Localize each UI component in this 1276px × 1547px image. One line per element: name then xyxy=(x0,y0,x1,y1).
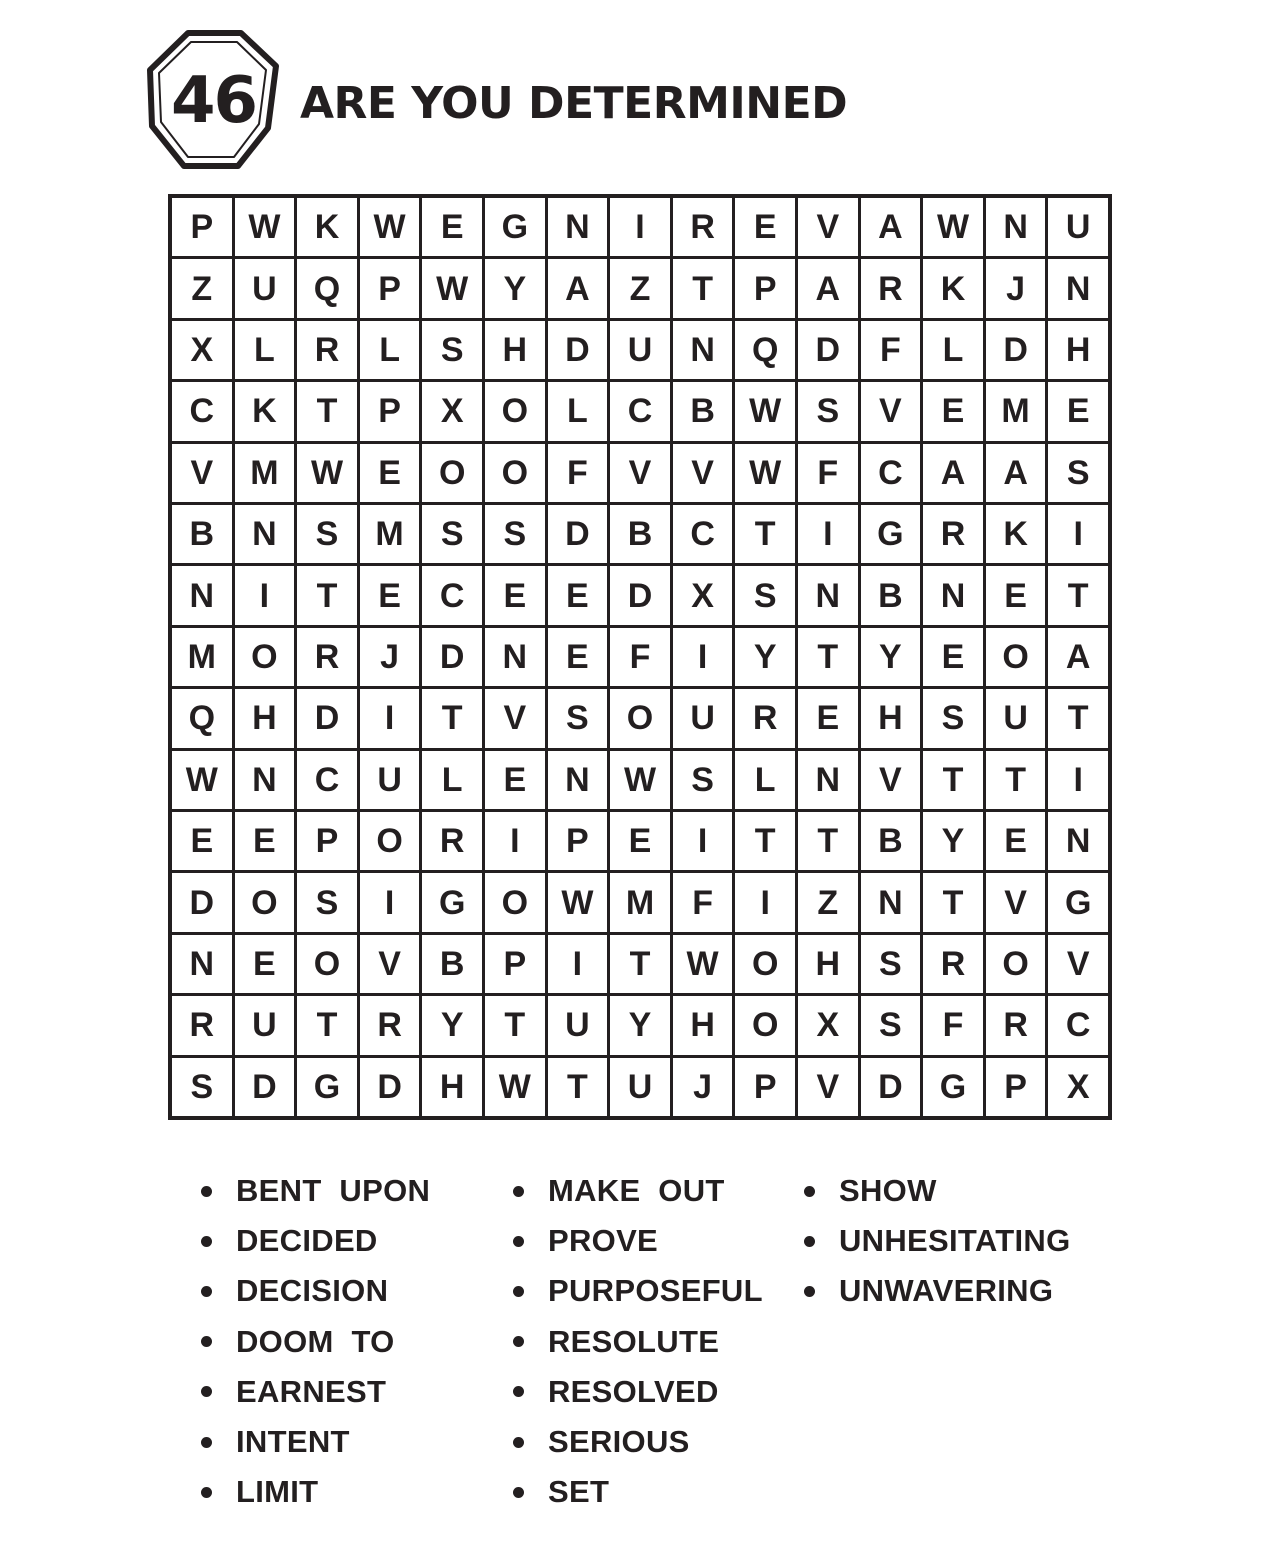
grid-cell[interactable]: F xyxy=(610,628,670,686)
word-label: DECIDED xyxy=(236,1223,378,1259)
grid-cell[interactable]: W xyxy=(235,198,295,256)
grid-cell[interactable]: A xyxy=(923,444,983,502)
word-list-item xyxy=(510,1367,763,1417)
grid-cell[interactable]: Y xyxy=(861,628,921,686)
grid-cell[interactable]: C xyxy=(172,382,232,440)
grid-cell[interactable]: H xyxy=(1048,321,1108,379)
grid-cell[interactable]: D xyxy=(610,566,670,624)
grid-cell[interactable]: O xyxy=(360,812,420,870)
grid-cell[interactable]: Y xyxy=(422,996,482,1054)
word-label: EARNEST xyxy=(236,1373,387,1409)
word-list-item xyxy=(198,1417,430,1467)
grid-cell[interactable]: A xyxy=(798,259,858,317)
grid-cell[interactable]: K xyxy=(297,198,357,256)
grid-cell[interactable]: E xyxy=(485,566,545,624)
grid-cell[interactable]: L xyxy=(548,382,608,440)
word-label: RESOLVED xyxy=(548,1373,719,1409)
grid-cell[interactable]: T xyxy=(548,1058,608,1116)
grid-cell[interactable]: D xyxy=(861,1058,921,1116)
grid-cell[interactable]: P xyxy=(735,1058,795,1116)
grid-cell[interactable]: N xyxy=(923,566,983,624)
bullet-icon xyxy=(513,1437,524,1448)
word-list-item xyxy=(510,1417,763,1467)
grid-cell[interactable]: T xyxy=(798,812,858,870)
grid-cell[interactable]: R xyxy=(172,996,232,1054)
grid-cell[interactable]: N xyxy=(1048,812,1108,870)
grid-cell[interactable]: S xyxy=(422,505,482,563)
grid-cell[interactable]: X xyxy=(798,996,858,1054)
grid-cell[interactable]: C xyxy=(422,566,482,624)
bullet-icon xyxy=(513,1336,524,1347)
word-label: UNHESITATING xyxy=(839,1223,1071,1259)
grid-cell[interactable]: D xyxy=(986,321,1046,379)
bullet-icon xyxy=(804,1286,815,1297)
grid-cell[interactable]: O xyxy=(422,444,482,502)
grid-cell[interactable]: E xyxy=(986,812,1046,870)
grid-cell[interactable]: Y xyxy=(485,259,545,317)
grid-cell[interactable]: I xyxy=(485,812,545,870)
grid-cell[interactable]: M xyxy=(610,873,670,931)
bullet-icon xyxy=(201,1236,212,1247)
grid-cell[interactable]: B xyxy=(172,505,232,563)
grid-cell[interactable]: N xyxy=(235,751,295,809)
grid-cell[interactable]: T xyxy=(735,812,795,870)
word-list-item xyxy=(510,1317,763,1367)
grid-cell[interactable]: E xyxy=(610,812,670,870)
grid-cell[interactable]: R xyxy=(360,996,420,1054)
word-list-column-2 xyxy=(510,1166,763,1517)
grid-cell[interactable]: M xyxy=(360,505,420,563)
grid-cell[interactable]: N xyxy=(485,628,545,686)
grid-cell[interactable]: T xyxy=(610,935,670,993)
grid-cell[interactable]: H xyxy=(673,996,733,1054)
grid-cell[interactable]: Y xyxy=(610,996,670,1054)
grid-cell[interactable]: Q xyxy=(297,259,357,317)
grid-cell[interactable]: I xyxy=(360,689,420,747)
word-label: MAKE OUT xyxy=(548,1173,725,1209)
grid-cell[interactable]: U xyxy=(986,689,1046,747)
grid-cell[interactable]: E xyxy=(735,198,795,256)
grid-cell[interactable]: P xyxy=(548,812,608,870)
word-list-item xyxy=(198,1467,430,1517)
grid-cell[interactable]: R xyxy=(923,505,983,563)
grid-cell[interactable]: V xyxy=(798,1058,858,1116)
grid-cell[interactable]: P xyxy=(297,812,357,870)
grid-cell[interactable]: T xyxy=(923,873,983,931)
word-label: PURPOSEFUL xyxy=(548,1273,763,1309)
grid-cell[interactable]: U xyxy=(235,996,295,1054)
grid-cell[interactable]: Q xyxy=(735,321,795,379)
grid-cell[interactable]: V xyxy=(861,751,921,809)
word-list-item xyxy=(198,1266,430,1316)
grid-cell[interactable]: I xyxy=(610,198,670,256)
grid-cell[interactable]: L xyxy=(923,321,983,379)
grid-cell[interactable]: N xyxy=(673,321,733,379)
grid-cell[interactable]: E xyxy=(360,444,420,502)
grid-cell[interactable]: Z xyxy=(610,259,670,317)
grid-cell[interactable]: H xyxy=(235,689,295,747)
grid-cell[interactable]: W xyxy=(297,444,357,502)
word-list-item xyxy=(198,1216,430,1266)
grid-cell[interactable]: E xyxy=(172,812,232,870)
grid-cell[interactable]: W xyxy=(485,1058,545,1116)
grid-cell[interactable]: O xyxy=(610,689,670,747)
grid-cell[interactable]: E xyxy=(923,382,983,440)
grid-cell[interactable]: N xyxy=(798,566,858,624)
grid-cell[interactable]: F xyxy=(923,996,983,1054)
grid-cell[interactable]: V xyxy=(360,935,420,993)
grid-cell[interactable]: F xyxy=(861,321,921,379)
grid-cell[interactable]: O xyxy=(986,935,1046,993)
grid-cell[interactable]: S xyxy=(673,751,733,809)
grid-cell[interactable]: N xyxy=(172,566,232,624)
grid-cell[interactable]: M xyxy=(235,444,295,502)
bullet-icon xyxy=(201,1386,212,1397)
grid-cell[interactable]: S xyxy=(798,382,858,440)
bullet-icon xyxy=(513,1186,524,1197)
grid-cell[interactable]: K xyxy=(923,259,983,317)
word-list-item xyxy=(801,1216,1071,1266)
grid-cell[interactable]: I xyxy=(798,505,858,563)
grid-cell[interactable]: S xyxy=(861,996,921,1054)
grid-cell[interactable]: B xyxy=(861,566,921,624)
grid-cell[interactable]: O xyxy=(735,996,795,1054)
grid-cell[interactable]: T xyxy=(485,996,545,1054)
grid-cell[interactable]: D xyxy=(548,505,608,563)
puzzle-number-badge xyxy=(146,28,281,173)
grid-cell[interactable]: P xyxy=(485,935,545,993)
word-label: LIMIT xyxy=(236,1474,319,1510)
grid-cell[interactable]: N xyxy=(798,751,858,809)
grid-cell[interactable]: E xyxy=(235,935,295,993)
grid-cell[interactable]: L xyxy=(735,751,795,809)
grid-cell[interactable]: N xyxy=(986,198,1046,256)
grid-cell[interactable]: Z xyxy=(798,873,858,931)
grid-cell[interactable]: S xyxy=(1048,444,1108,502)
grid-cell[interactable]: T xyxy=(1048,689,1108,747)
grid-cell[interactable]: C xyxy=(861,444,921,502)
word-list-item xyxy=(510,1467,763,1517)
grid-cell[interactable]: U xyxy=(610,1058,670,1116)
grid-cell[interactable]: S xyxy=(297,505,357,563)
grid-cell[interactable]: V xyxy=(172,444,232,502)
grid-cell[interactable]: N xyxy=(1048,259,1108,317)
grid-cell[interactable]: P xyxy=(360,382,420,440)
word-list-item xyxy=(510,1216,763,1266)
grid-cell[interactable]: V xyxy=(986,873,1046,931)
grid-cell[interactable]: A xyxy=(861,198,921,256)
grid-cell[interactable]: S xyxy=(548,689,608,747)
word-list-item xyxy=(198,1166,430,1216)
grid-cell[interactable]: J xyxy=(360,628,420,686)
grid-cell[interactable]: S xyxy=(735,566,795,624)
grid-cell[interactable]: N xyxy=(548,751,608,809)
grid-cell[interactable]: Q xyxy=(172,689,232,747)
grid-cell[interactable]: I xyxy=(1048,505,1108,563)
grid-cell[interactable]: W xyxy=(172,751,232,809)
grid-cell[interactable]: C xyxy=(610,382,670,440)
grid-cell[interactable]: Y xyxy=(735,628,795,686)
bullet-icon xyxy=(513,1236,524,1247)
grid-cell[interactable]: R xyxy=(673,198,733,256)
grid-cell[interactable]: S xyxy=(485,505,545,563)
grid-cell[interactable]: U xyxy=(548,996,608,1054)
grid-cell[interactable]: C xyxy=(673,505,733,563)
grid-cell[interactable]: D xyxy=(798,321,858,379)
grid-cell[interactable]: W xyxy=(673,935,733,993)
grid-cell[interactable]: H xyxy=(798,935,858,993)
grid-cell[interactable]: W xyxy=(735,382,795,440)
bullet-icon xyxy=(201,1437,212,1448)
grid-cell[interactable]: T xyxy=(735,505,795,563)
grid-cell[interactable]: R xyxy=(861,259,921,317)
bullet-icon xyxy=(513,1386,524,1397)
grid-cell[interactable]: D xyxy=(422,628,482,686)
grid-cell[interactable]: I xyxy=(548,935,608,993)
word-list-column-3 xyxy=(801,1166,1071,1317)
grid-cell[interactable]: J xyxy=(673,1058,733,1116)
grid-cell[interactable]: T xyxy=(986,751,1046,809)
grid-cell[interactable]: V xyxy=(610,444,670,502)
grid-cell[interactable]: M xyxy=(172,628,232,686)
grid-cell[interactable]: G xyxy=(297,1058,357,1116)
grid-cell[interactable]: O xyxy=(986,628,1046,686)
grid-cell[interactable]: G xyxy=(485,198,545,256)
grid-cell[interactable]: A xyxy=(986,444,1046,502)
grid-cell[interactable]: X xyxy=(1048,1058,1108,1116)
grid-cell[interactable]: T xyxy=(798,628,858,686)
grid-cell[interactable]: B xyxy=(673,382,733,440)
bullet-icon xyxy=(201,1487,212,1498)
grid-cell[interactable]: P xyxy=(735,259,795,317)
grid-cell[interactable]: T xyxy=(422,689,482,747)
word-list-item xyxy=(198,1317,430,1367)
bullet-icon xyxy=(201,1286,212,1297)
word-label: SET xyxy=(548,1474,610,1510)
grid-cell[interactable]: V xyxy=(1048,935,1108,993)
word-label: UNWAVERING xyxy=(839,1273,1054,1309)
word-label: DECISION xyxy=(236,1273,389,1309)
grid-cell[interactable]: W xyxy=(360,198,420,256)
grid-cell[interactable]: C xyxy=(297,751,357,809)
grid-cell[interactable]: L xyxy=(360,321,420,379)
grid-cell[interactable]: L xyxy=(235,321,295,379)
grid-cell[interactable]: R xyxy=(923,935,983,993)
grid-cell[interactable]: E xyxy=(986,566,1046,624)
grid-cell[interactable]: E xyxy=(235,812,295,870)
grid-cell[interactable]: O xyxy=(485,873,545,931)
grid-cell[interactable]: I xyxy=(235,566,295,624)
grid-cell[interactable]: G xyxy=(861,505,921,563)
grid-cell[interactable]: A xyxy=(1048,628,1108,686)
grid-cell[interactable]: J xyxy=(986,259,1046,317)
grid-cell[interactable]: O xyxy=(297,935,357,993)
grid-cell[interactable]: E xyxy=(485,751,545,809)
word-list xyxy=(0,1166,1276,1526)
grid-cell[interactable]: K xyxy=(235,382,295,440)
grid-cell[interactable]: I xyxy=(360,873,420,931)
grid-cell[interactable]: H xyxy=(485,321,545,379)
grid-cell[interactable]: I xyxy=(673,628,733,686)
grid-cell[interactable]: W xyxy=(610,751,670,809)
grid-cell[interactable]: R xyxy=(297,321,357,379)
grid-cell[interactable]: W xyxy=(422,259,482,317)
grid-cell[interactable]: S xyxy=(861,935,921,993)
grid-cell[interactable]: G xyxy=(422,873,482,931)
grid-cell[interactable]: O xyxy=(235,628,295,686)
grid-cell[interactable]: N xyxy=(548,198,608,256)
grid-cell[interactable]: N xyxy=(861,873,921,931)
word-label: INTENT xyxy=(236,1424,350,1460)
grid-cell[interactable]: S xyxy=(923,689,983,747)
grid-cell[interactable]: V xyxy=(673,444,733,502)
grid-cell[interactable]: T xyxy=(297,996,357,1054)
grid-cell[interactable]: H xyxy=(861,689,921,747)
bullet-icon xyxy=(513,1286,524,1297)
grid-cell[interactable]: E xyxy=(360,566,420,624)
grid-cell[interactable]: U xyxy=(360,751,420,809)
grid-cell[interactable]: D xyxy=(235,1058,295,1116)
grid-cell[interactable]: F xyxy=(673,873,733,931)
grid-cell[interactable]: D xyxy=(548,321,608,379)
grid-cell[interactable]: I xyxy=(735,873,795,931)
grid-cell[interactable]: O xyxy=(235,873,295,931)
word-label: SHOW xyxy=(839,1173,937,1209)
grid-cell[interactable]: A xyxy=(548,259,608,317)
bullet-icon xyxy=(513,1487,524,1498)
grid-cell[interactable]: R xyxy=(422,812,482,870)
grid-cell[interactable]: N xyxy=(235,505,295,563)
word-list-item xyxy=(510,1166,763,1216)
grid-cell[interactable]: V xyxy=(798,198,858,256)
bullet-icon xyxy=(201,1336,212,1347)
grid-cell[interactable]: R xyxy=(986,996,1046,1054)
word-label: RESOLUTE xyxy=(548,1323,720,1359)
grid-cell[interactable]: T xyxy=(1048,566,1108,624)
grid-cell[interactable]: T xyxy=(923,751,983,809)
grid-cell[interactable]: E xyxy=(548,566,608,624)
page-title: ARE YOU DETERMINED xyxy=(300,78,848,129)
word-list-item xyxy=(801,1266,1071,1316)
grid-cell[interactable]: V xyxy=(861,382,921,440)
grid-cell[interactable]: O xyxy=(485,444,545,502)
word-label: BENT UPON xyxy=(236,1173,431,1209)
grid-cell[interactable]: E xyxy=(798,689,858,747)
grid-cell[interactable]: P xyxy=(360,259,420,317)
grid-cell[interactable]: T xyxy=(673,259,733,317)
bullet-icon xyxy=(201,1186,212,1197)
grid-cell[interactable]: L xyxy=(422,751,482,809)
grid-cell[interactable]: E xyxy=(548,628,608,686)
word-list-item xyxy=(801,1166,1071,1216)
grid-cell[interactable]: S xyxy=(172,1058,232,1116)
grid-cell[interactable]: F xyxy=(548,444,608,502)
grid-cell[interactable]: Z xyxy=(172,259,232,317)
grid-cell[interactable]: F xyxy=(798,444,858,502)
grid-cell[interactable]: W xyxy=(548,873,608,931)
grid-cell[interactable]: U xyxy=(235,259,295,317)
grid-cell[interactable]: W xyxy=(923,198,983,256)
grid-cell[interactable]: O xyxy=(485,382,545,440)
grid-cell[interactable]: T xyxy=(297,566,357,624)
grid-cell[interactable]: G xyxy=(923,1058,983,1116)
grid-cell[interactable]: T xyxy=(297,382,357,440)
grid-cell[interactable]: U xyxy=(610,321,670,379)
grid-cell[interactable]: X xyxy=(422,382,482,440)
word-list-column-1 xyxy=(198,1166,430,1517)
grid-cell[interactable]: G xyxy=(1048,873,1108,931)
grid-cell[interactable]: M xyxy=(986,382,1046,440)
grid-cell[interactable]: C xyxy=(1048,996,1108,1054)
grid-cell[interactable]: D xyxy=(360,1058,420,1116)
grid-cell[interactable]: R xyxy=(297,628,357,686)
grid-cell[interactable]: W xyxy=(735,444,795,502)
grid-cell[interactable]: D xyxy=(297,689,357,747)
grid-cell[interactable]: S xyxy=(297,873,357,931)
grid-cell[interactable]: U xyxy=(673,689,733,747)
grid-cell[interactable]: B xyxy=(422,935,482,993)
grid-cell[interactable]: E xyxy=(923,628,983,686)
word-list-item xyxy=(198,1367,430,1417)
puzzle-number: 46 xyxy=(170,63,257,138)
grid-cell[interactable]: V xyxy=(485,689,545,747)
grid-cell[interactable]: K xyxy=(986,505,1046,563)
bullet-icon xyxy=(804,1236,815,1247)
word-search-grid xyxy=(168,194,1112,1120)
grid-cell[interactable]: S xyxy=(422,321,482,379)
grid-cell[interactable]: H xyxy=(422,1058,482,1116)
bullet-icon xyxy=(804,1186,815,1197)
grid-cell[interactable]: X xyxy=(172,321,232,379)
grid-cell[interactable]: E xyxy=(1048,382,1108,440)
grid-cell[interactable]: I xyxy=(673,812,733,870)
grid-cell[interactable]: Y xyxy=(923,812,983,870)
grid-cell[interactable]: B xyxy=(861,812,921,870)
grid-cell[interactable]: U xyxy=(1048,198,1108,256)
word-label: PROVE xyxy=(548,1223,659,1259)
word-label: SERIOUS xyxy=(548,1424,690,1460)
grid-cell[interactable]: I xyxy=(1048,751,1108,809)
grid-cell[interactable]: X xyxy=(673,566,733,624)
grid-cell[interactable]: O xyxy=(735,935,795,993)
grid-cell[interactable]: E xyxy=(422,198,482,256)
grid-cell[interactable]: B xyxy=(610,505,670,563)
grid-cell[interactable]: R xyxy=(735,689,795,747)
word-label: DOOM TO xyxy=(236,1323,395,1359)
word-list-item xyxy=(510,1266,763,1316)
grid-cell[interactable]: N xyxy=(172,935,232,993)
grid-cell[interactable]: P xyxy=(986,1058,1046,1116)
grid-cell[interactable]: P xyxy=(172,198,232,256)
grid-cell[interactable]: D xyxy=(172,873,232,931)
